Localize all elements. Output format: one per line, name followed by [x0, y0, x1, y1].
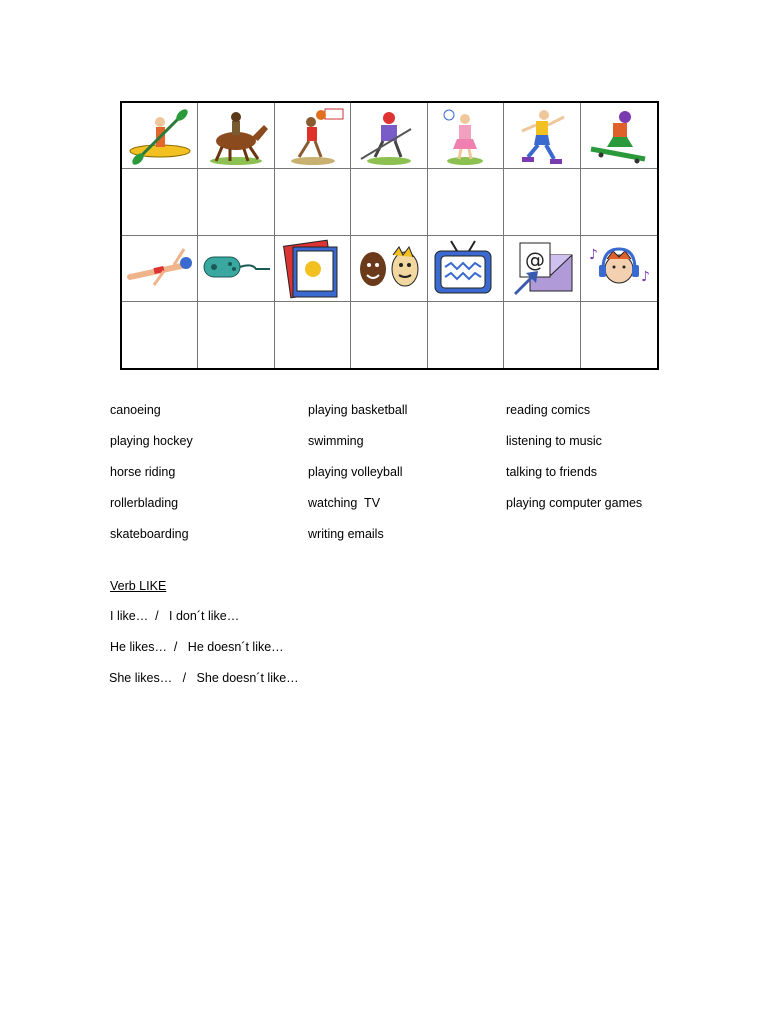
- word-bank-item: reading comics: [506, 403, 591, 417]
- activity-picture-grid: [120, 101, 659, 370]
- empty-cell[interactable]: [275, 302, 351, 368]
- empty-cell[interactable]: [428, 169, 504, 235]
- swimming-icon: [124, 237, 196, 299]
- grammar-line: He likes… / He doesn´t like…: [110, 640, 284, 654]
- empty-cell[interactable]: [122, 169, 198, 235]
- empty-cell[interactable]: [122, 302, 198, 368]
- canoe-icon: [124, 105, 196, 167]
- word-bank-item: playing hockey: [110, 434, 193, 448]
- picture-cell: [428, 103, 504, 169]
- word-bank-item: horse riding: [110, 465, 176, 479]
- empty-cell[interactable]: [504, 302, 580, 368]
- word-bank-item: playing basketball: [308, 403, 408, 417]
- word-bank-item: playing computer games: [506, 496, 643, 510]
- basketball-icon: [277, 105, 349, 167]
- rollerblading-icon: [506, 105, 578, 167]
- comics-icon: [277, 237, 349, 299]
- empty-cell[interactable]: [581, 302, 657, 368]
- empty-cell[interactable]: [198, 302, 274, 368]
- picture-cell: [122, 236, 198, 302]
- empty-cell[interactable]: [504, 169, 580, 235]
- word-bank-item: listening to music: [506, 434, 602, 448]
- word-bank-item: playing volleyball: [308, 465, 403, 479]
- picture-cell: [198, 236, 274, 302]
- grammar-heading: Verb LIKE: [110, 579, 167, 593]
- word-bank-item: canoeing: [110, 403, 161, 417]
- grammar-line: I like… / I don´t like…: [110, 609, 240, 623]
- svg-text:@: @: [524, 248, 545, 273]
- picture-cell: [351, 236, 427, 302]
- picture-cell: [275, 103, 351, 169]
- picture-cell: [428, 236, 504, 302]
- word-bank-item: skateboarding: [110, 527, 189, 541]
- picture-cell: [275, 236, 351, 302]
- hockey-icon: [353, 105, 425, 167]
- svg-text:♪: ♪: [640, 269, 650, 286]
- picture-cell: [198, 103, 274, 169]
- word-bank-item: talking to friends: [506, 465, 598, 479]
- word-bank-item: swimming: [308, 434, 364, 448]
- empty-cell[interactable]: [428, 302, 504, 368]
- email-icon: [506, 237, 578, 299]
- game-controller-icon: [200, 237, 272, 299]
- grammar-line: She likes… / She doesn´t like…: [109, 671, 299, 685]
- svg-text:♪: ♪: [588, 247, 598, 264]
- horse-riding-icon: [200, 105, 272, 167]
- headphones-music-icon: [583, 237, 655, 299]
- skateboarding-icon: [583, 105, 655, 167]
- word-bank-item: rollerblading: [110, 496, 179, 510]
- empty-cell[interactable]: [351, 169, 427, 235]
- picture-cell: [351, 103, 427, 169]
- volleyball-icon: [429, 105, 501, 167]
- empty-cell[interactable]: [275, 169, 351, 235]
- word-bank-item: watching TV: [308, 496, 381, 510]
- picture-cell: [581, 103, 657, 169]
- picture-cell: [504, 103, 580, 169]
- picture-cell: [504, 236, 580, 302]
- picture-cell: [122, 103, 198, 169]
- word-bank-item: writing emails: [308, 527, 384, 541]
- picture-cell: [581, 236, 657, 302]
- tv-icon: [429, 237, 501, 299]
- empty-cell[interactable]: [198, 169, 274, 235]
- friends-talking-icon: [353, 237, 425, 299]
- empty-cell[interactable]: [581, 169, 657, 235]
- empty-cell[interactable]: [351, 302, 427, 368]
